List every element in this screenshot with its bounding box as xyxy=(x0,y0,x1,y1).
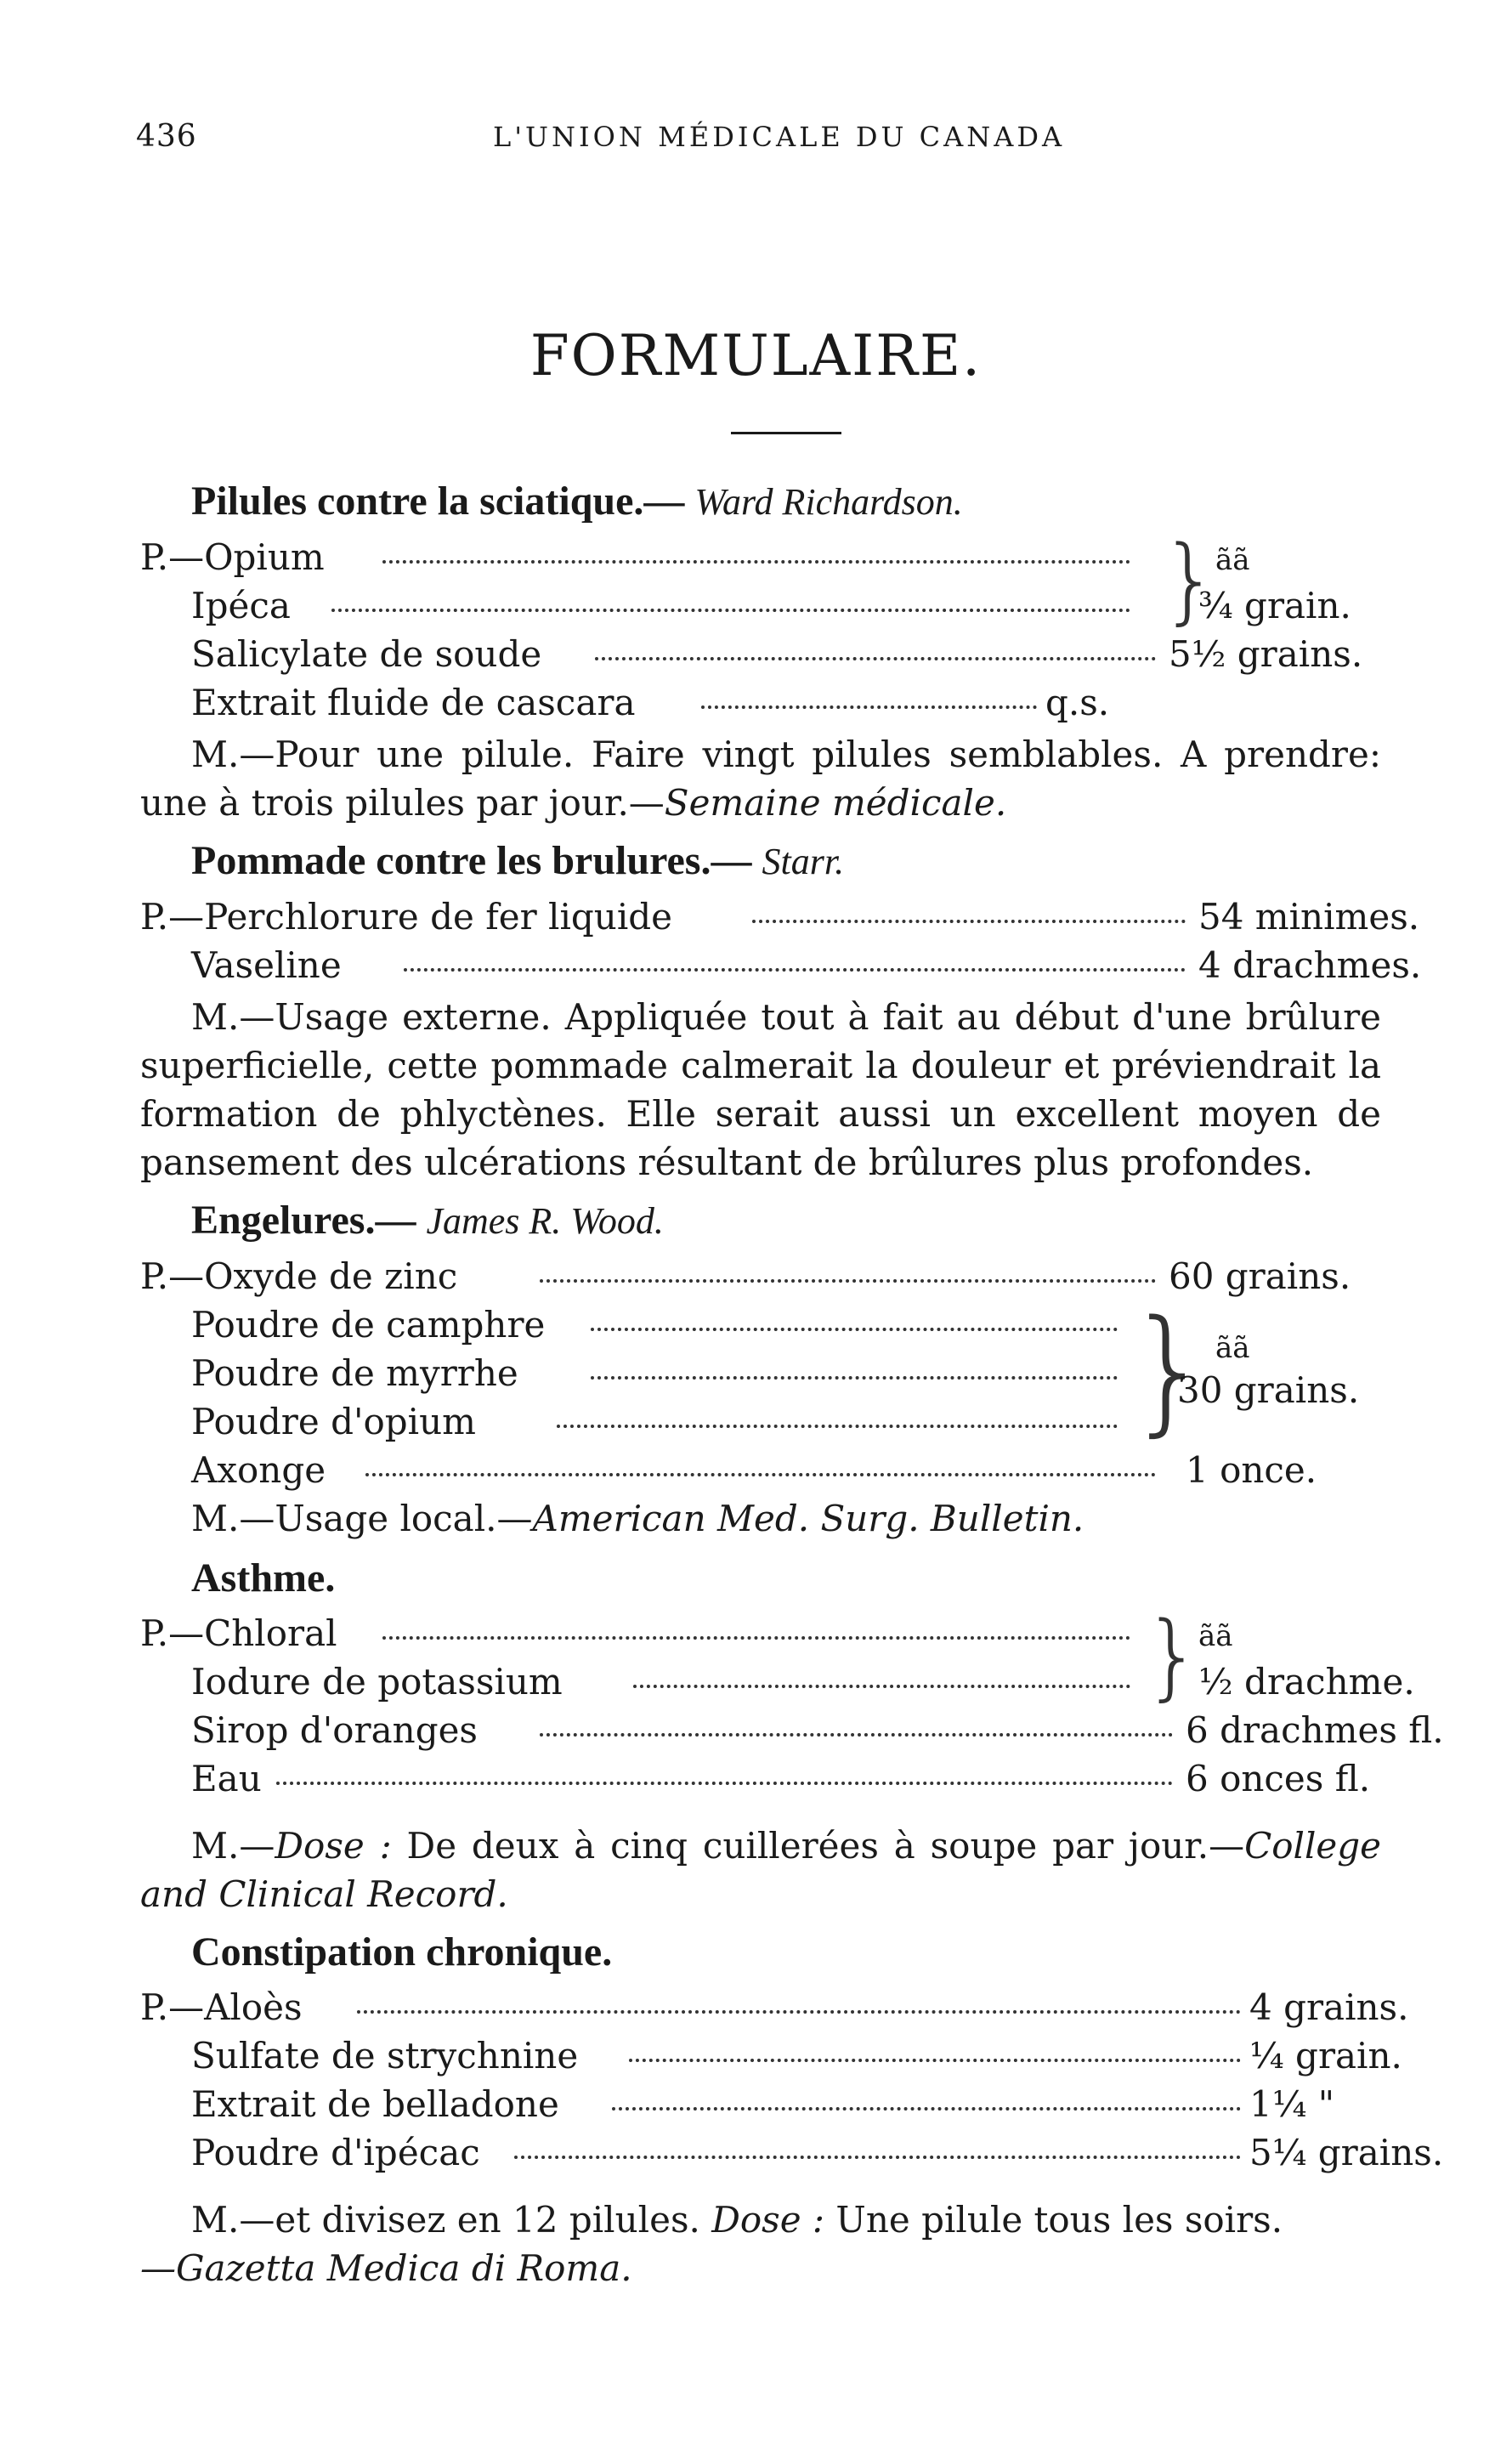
brace: } xyxy=(1126,1290,1213,1449)
spacer xyxy=(140,1803,1381,1818)
ingredient-line xyxy=(140,630,1381,678)
ingredient-line xyxy=(140,1706,1444,1754)
journal-title: L'UNION MÉDICALE DU CANADA xyxy=(493,121,1066,153)
source-citation: —Gazetta Medica di Roma. xyxy=(140,2247,632,2289)
recipe-title: Asthme. xyxy=(191,1555,336,1601)
page-number: 436 xyxy=(136,119,197,154)
ingredient-name: P.—Aloès xyxy=(140,1986,303,2028)
dot-leader xyxy=(557,1425,1118,1428)
instructions-paragraph xyxy=(140,2196,1381,2244)
ingredient-amount: 4 grains. xyxy=(1249,1986,1409,2028)
dot-leader xyxy=(365,1473,1156,1476)
ingredient-amount: 1 once. xyxy=(1186,1449,1317,1491)
ingredient-amount: 30 grains. xyxy=(1177,1369,1360,1411)
dot-leader xyxy=(612,2107,1241,2111)
ingredient-name: Extrait de belladone xyxy=(191,2083,559,2125)
instructions-text: Une pilule tous les soirs. xyxy=(824,2199,1283,2241)
ingredient-amount: ¼ grain. xyxy=(1249,2035,1402,2077)
dot-leader xyxy=(595,657,1156,660)
ingredient-line xyxy=(140,1657,1415,1706)
recipe-author: Ward Richardson. xyxy=(694,481,963,523)
ingredient-amount: 4 drachmes. xyxy=(1198,944,1422,986)
ingredient-name: Sulfate de strychnine xyxy=(191,2035,579,2077)
instructions-paragraph xyxy=(140,993,1381,1187)
ingredient-name: Vaseline xyxy=(191,944,342,986)
dot-leader xyxy=(404,968,1186,972)
ingredient-name: Iodure de potassium xyxy=(191,1661,563,1703)
ingredient-line xyxy=(140,678,1381,727)
title-divider xyxy=(731,432,841,434)
recipe-sciatique xyxy=(140,476,1381,827)
ingredient-name: Ipéca xyxy=(191,585,291,626)
instructions-text: M.—Usage local.— xyxy=(191,1498,533,1539)
dot-leader xyxy=(276,1782,1173,1785)
ingredient-name: Extrait fluide de cascara xyxy=(191,682,636,723)
ingredient-line xyxy=(140,1446,1381,1494)
ingredient-name: Poudre d'ipécac xyxy=(191,2132,480,2173)
ingredient-amount: 6 onces fl. xyxy=(1186,1758,1371,1799)
page-title: FORMULAIRE. xyxy=(529,323,983,388)
recipe-asthme xyxy=(140,1553,1444,1918)
ingredient-amount: 60 grains. xyxy=(1169,1255,1351,1297)
article-body xyxy=(140,476,1444,2292)
dot-leader xyxy=(633,1685,1130,1688)
recipe-heading xyxy=(191,836,1381,887)
ingredient-amount: 54 minimes. xyxy=(1198,896,1420,938)
ingredient-line xyxy=(140,1397,1381,1446)
instructions-paragraph xyxy=(140,730,1381,827)
spacer xyxy=(140,2177,1381,2192)
ingredient-line xyxy=(140,941,1422,989)
instructions-prefix: M.—et divisez en 12 pilules. xyxy=(191,2199,712,2241)
ingredient-line xyxy=(140,2128,1444,2177)
ingredient-name: P.—Opium xyxy=(140,536,325,578)
recipe-constipation xyxy=(140,1927,1444,2292)
ingredient-line xyxy=(140,892,1420,941)
ingredient-amount: 5½ grains. xyxy=(1169,633,1363,675)
ingredient-line xyxy=(140,2031,1402,2080)
recipe-heading xyxy=(191,476,1381,528)
ingredient-name: Salicylate de soude xyxy=(191,633,542,675)
ingredient-name: P.—Oxyde de zinc xyxy=(140,1255,458,1297)
recipe-heading xyxy=(191,1927,1381,1978)
dot-leader xyxy=(629,2059,1241,2062)
recipe-title: Engelures.— xyxy=(191,1198,416,1243)
ingredient-line xyxy=(140,1983,1409,2031)
ingredient-name: P.—Perchlorure de fer liquide xyxy=(140,896,673,938)
ingredient-amount: ¾ grain. xyxy=(1198,585,1351,626)
ana-mark: ãã xyxy=(1198,1619,1233,1653)
recipe-author: Starr. xyxy=(762,841,845,882)
ingredient-name: Poudre de camphre xyxy=(191,1304,546,1346)
ingredient-name: Axonge xyxy=(191,1449,326,1491)
recipe-title: Pilules contre la sciatique.— xyxy=(191,479,685,524)
ana-mark: ãã xyxy=(1215,543,1250,577)
source-citation: College and Clinical Record. xyxy=(140,1825,1381,1915)
dose-label: Dose : xyxy=(275,1825,392,1867)
ingredient-name: P.—Chloral xyxy=(140,1612,337,1654)
source-citation: Semaine médicale. xyxy=(664,782,1007,824)
ingredient-line xyxy=(140,581,1381,630)
recipe-title: Constipation chronique. xyxy=(191,1929,613,1975)
ingredient-amount: 5¼ grains. xyxy=(1249,2132,1444,2173)
instructions-paragraph xyxy=(140,1822,1381,1918)
brace: } xyxy=(1160,525,1220,634)
source-citation: American Med. Surg. Bulletin. xyxy=(532,1498,1084,1539)
dot-leader xyxy=(331,609,1130,612)
recipe-brulures xyxy=(140,836,1422,1187)
recipe-engelures xyxy=(140,1195,1381,1543)
ingredient-amount: 6 drachmes fl. xyxy=(1186,1709,1444,1751)
instructions-text: M.—Usage externe. Appliquée tout à fait au début d'une brûlure superficielle, cette pommade calmerait la douleur et préviendrait la formation de phlyctènes. Elle serait aussi un excellent moyen de pansement des ulcérations résultant de brûlures plus profondes. xyxy=(140,996,1381,1183)
ingredient-name: Sirop d'oranges xyxy=(191,1709,478,1751)
ingredient-line xyxy=(140,2080,1381,2128)
instructions-paragraph xyxy=(191,1494,1381,1543)
dot-leader xyxy=(752,920,1186,923)
dot-leader xyxy=(701,705,1037,709)
dot-leader xyxy=(540,1279,1156,1283)
ingredient-amount: ½ drachme. xyxy=(1198,1661,1415,1703)
dot-leader xyxy=(382,560,1130,564)
ingredient-amount: q.s. xyxy=(1045,682,1110,723)
dot-leader xyxy=(591,1376,1118,1380)
ingredient-line xyxy=(140,1754,1381,1803)
instructions-text: M.—Pour une pilule. Faire vingt pilules semblables. A prendre: une à trois pilules par jour.— xyxy=(140,734,1381,824)
dot-leader xyxy=(540,1733,1173,1737)
page-header xyxy=(136,119,1377,161)
ingredient-name: Poudre de myrrhe xyxy=(191,1352,518,1394)
ingredient-amount: 1¼ " xyxy=(1249,2083,1335,2125)
dot-leader xyxy=(357,2010,1241,2014)
brace: } xyxy=(1143,1601,1203,1710)
ingredient-name: Poudre d'opium xyxy=(191,1401,476,1442)
recipe-heading xyxy=(191,1553,1381,1604)
dot-leader xyxy=(514,2156,1241,2159)
instructions-text: De deux à cinq cuillerées à soupe par jour.— xyxy=(391,1825,1245,1867)
dot-leader xyxy=(382,1636,1130,1640)
dose-label: Dose : xyxy=(711,2199,825,2241)
ana-mark: ãã xyxy=(1215,1331,1250,1365)
recipe-title: Pommade contre les brulures.— xyxy=(191,838,752,883)
recipe-author: James R. Wood. xyxy=(426,1200,664,1242)
instructions-prefix: M.— xyxy=(191,1825,275,1867)
recipe-heading xyxy=(191,1195,1381,1247)
ingredient-name: Eau xyxy=(191,1758,262,1799)
ingredient-line xyxy=(140,1349,1381,1411)
dot-leader xyxy=(591,1328,1118,1331)
